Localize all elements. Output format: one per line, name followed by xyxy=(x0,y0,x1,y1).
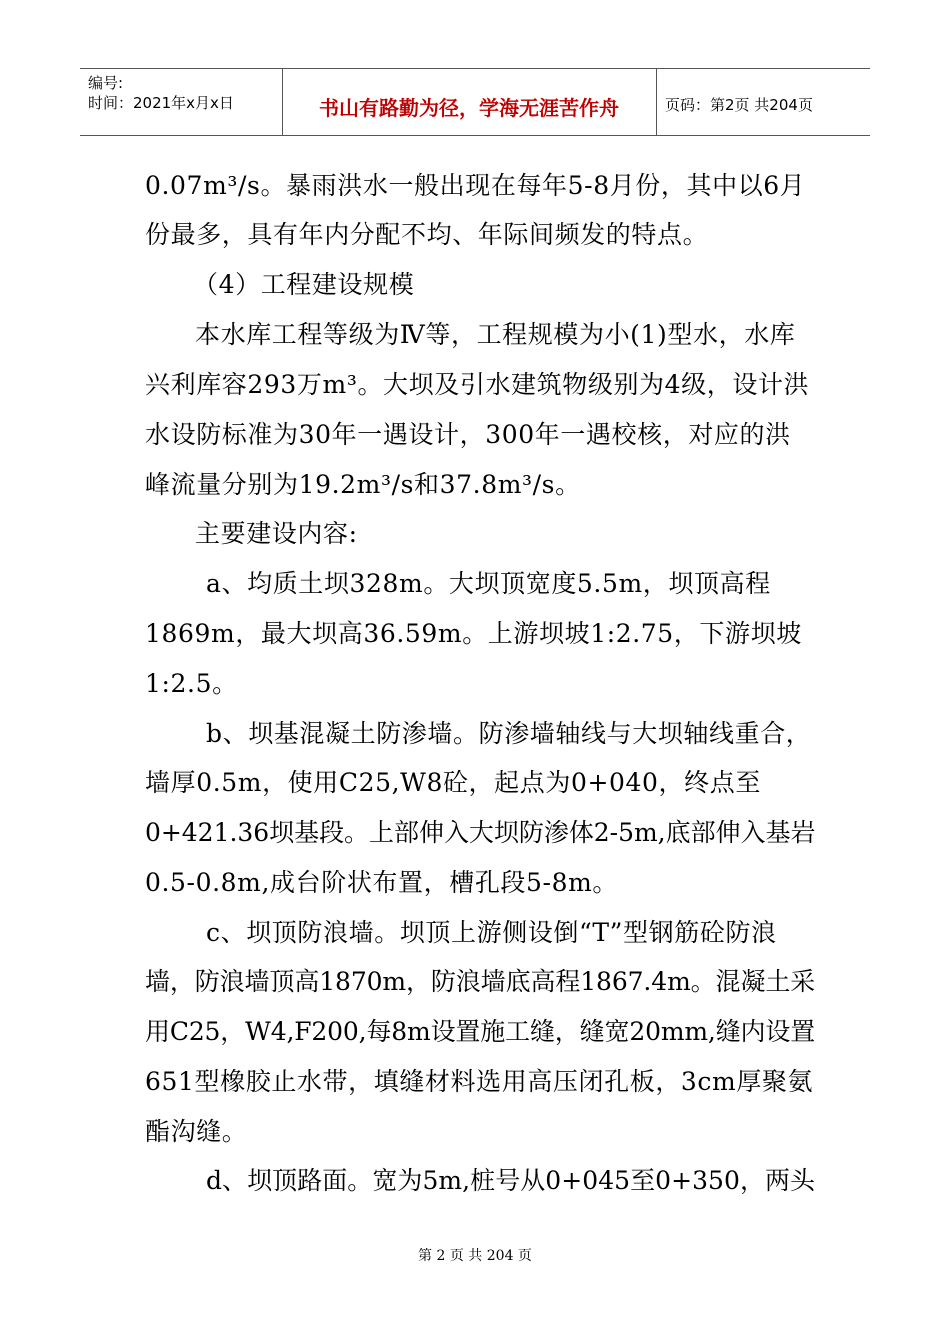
header-divider-right xyxy=(656,68,657,136)
body-line: 兴利库容293万m³。大坝及引水建筑物级别为4级，设计洪 xyxy=(145,370,810,399)
header-top-rule xyxy=(80,68,870,69)
body-line: 水设防标准为30年一遇设计，300年一遇校核，对应的洪 xyxy=(145,420,791,449)
header-motto: 书山有路勤为径，学海无涯苦作舟 xyxy=(319,96,619,120)
body-line: a、均质土坝328m。大坝顶宽度5.5m，坝顶高程 xyxy=(206,569,771,598)
body-line: 酯沟缝。 xyxy=(145,1117,248,1146)
body-line: 份最多，具有年内分配不均、年际间频发的特点。 xyxy=(145,220,709,249)
header-page-info: 页码：第2页 共204页 xyxy=(665,96,813,114)
body-line: 1869m，最大坝高36.59m。上游坝坡1:2.75，下游坝坡 xyxy=(145,619,802,648)
body-line: 峰流量分别为19.2m³/s和37.8m³/s。 xyxy=(145,470,581,499)
body-line: 1:2.5。 xyxy=(145,669,238,698)
header-time-label: 时间：2021年x月x日 xyxy=(88,94,234,112)
body-line: b、坝基混凝土防渗墙。防渗墙轴线与大坝轴线重合， xyxy=(206,719,812,748)
section-heading: （4）工程建设规模 xyxy=(193,270,415,299)
body-line: 0.5-0.8m,成台阶状布置，槽孔段5-8m。 xyxy=(145,868,618,897)
body-line: 0.07m³/s。暴雨洪水一般出现在每年5-8月份，其中以6月 xyxy=(145,171,806,200)
body-line: 用C25，W4,F200,每8m设置施工缝，缝宽20mm,缝内设置 xyxy=(145,1017,816,1046)
body-line: 墙厚0.5m，使用C25,W8砼，起点为0+040，终点至 xyxy=(145,768,761,797)
body-line: 墙，防浪墙顶高1870m，防浪墙底高程1867.4m。混凝土采 xyxy=(145,967,816,996)
body-line: d、坝顶路面。宽为5m,桩号从0+045至0+350，两头 xyxy=(206,1166,816,1195)
header-number-label: 编号: xyxy=(88,74,124,92)
header-bottom-rule xyxy=(80,135,870,136)
body-line: 本水库工程等级为Ⅳ等，工程规模为小(1)型水，水库 xyxy=(195,320,796,349)
page-footer: 第 2 页 共 204 页 xyxy=(418,1248,532,1264)
body-line: 0+421.36坝基段。上部伸入大坝防渗体2-5m,底部伸入基岩 xyxy=(145,818,816,847)
body-line: c、坝顶防浪墙。坝顶上游侧设倒“T”型钢筋砼防浪 xyxy=(206,918,777,947)
body-line: 651型橡胶止水带，填缝材料选用高压闭孔板，3cm厚聚氨 xyxy=(145,1067,814,1096)
body-line: 主要建设内容: xyxy=(195,519,358,548)
